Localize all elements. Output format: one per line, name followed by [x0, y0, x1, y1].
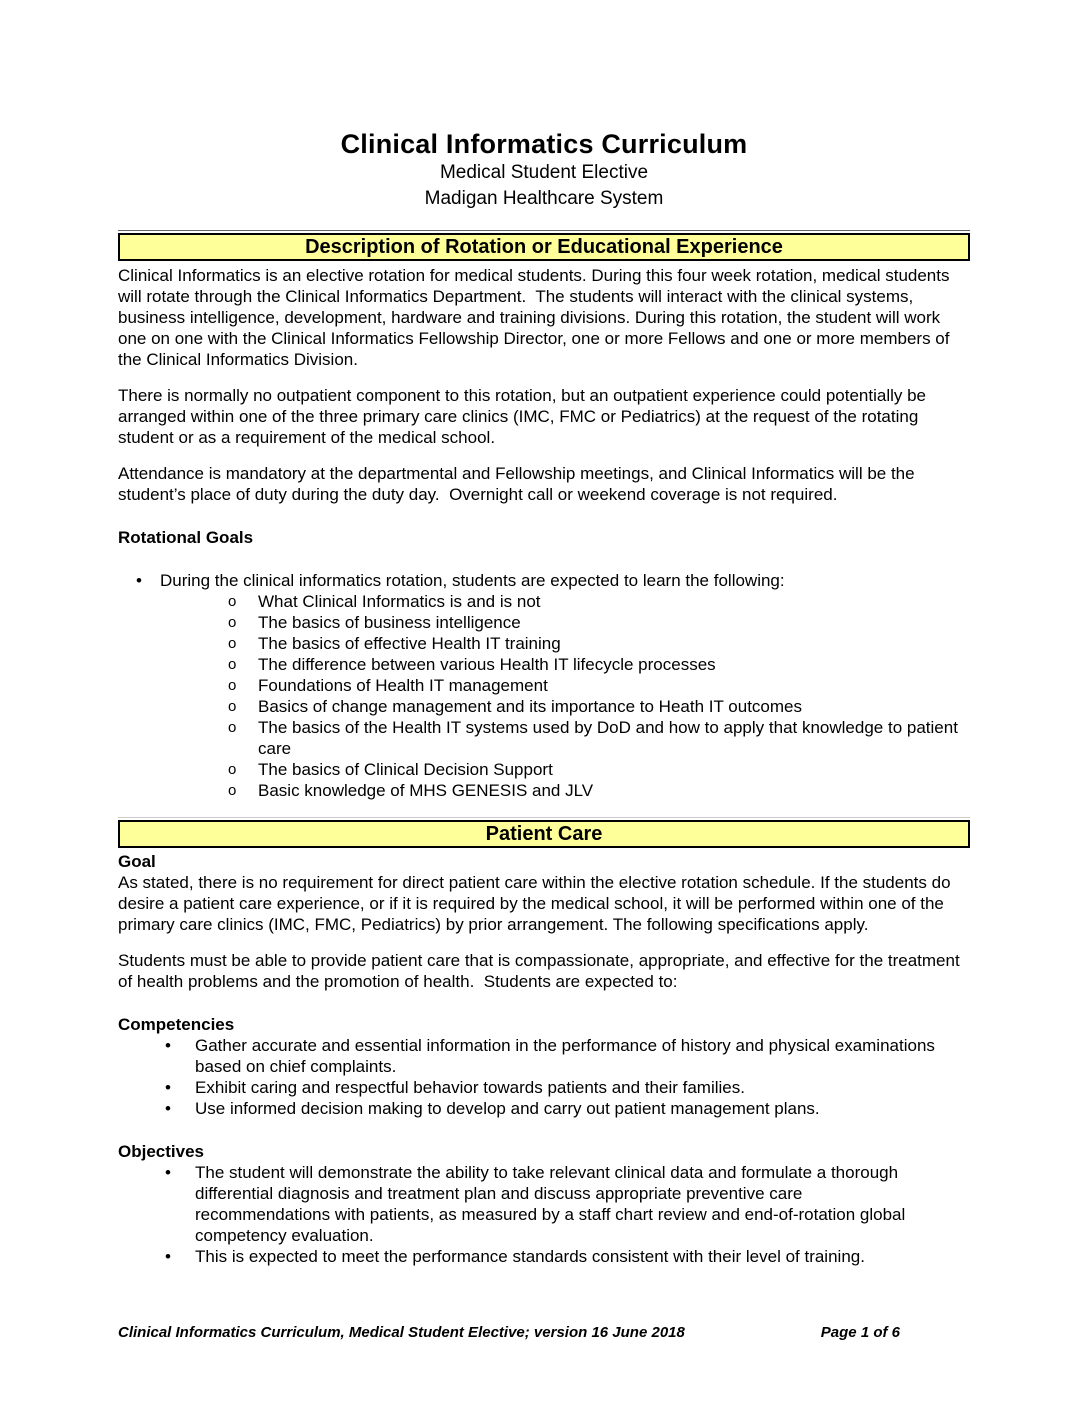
competency-item: • Gather accurate and essential information in the performance of history and physical examinations based on chief complaints.	[118, 1035, 940, 1077]
patient-care-banner-wrap	[118, 817, 970, 848]
goal-paragraph: As stated, there is no requirement for direct patient care within the elective rotation schedule. If the students do desire a patient care experience, or if it is required by the medical school, it will be performed within one of the primary care clinics (IMC, FMC, Pediatrics) by prior arrangement. The following specifications apply.	[118, 873, 956, 934]
rotational-goals-sublist	[118, 591, 970, 801]
goal-item: o Basic knowledge of MHS GENESIS and JLV	[118, 780, 970, 801]
goal-item: o What Clinical Informatics is and is not	[118, 591, 970, 612]
expectation-paragraph: Students must be able to provide patient care that is compassionate, appropriate, and effective for the treatment of health problems and the promotion of health. Students are expected to:	[118, 951, 965, 991]
description-banner-wrap	[118, 230, 970, 261]
objectives-heading: Objectives	[118, 1142, 204, 1161]
competencies-list	[118, 1035, 970, 1119]
objective-item: • This is expected to meet the performance standards consistent with their level of training.	[118, 1246, 940, 1267]
goal-item: o The basics of business intelligence	[118, 612, 970, 633]
rotational-goals-heading: Rotational Goals	[118, 528, 254, 547]
goal-item: o Foundations of Health IT management	[118, 675, 970, 696]
goal-item: o The basics of Clinical Decision Support	[118, 759, 970, 780]
goal-item: o The basics of the Health IT systems used by DoD and how to apply that knowledge to patient care	[118, 717, 970, 759]
footer-page-number: Page 1 of 6	[820, 1324, 900, 1341]
goal-item: o The basics of effective Health IT training	[118, 633, 970, 654]
goal-item: o The difference between various Health IT lifecycle processes	[118, 654, 970, 675]
footer-document-version: Clinical Informatics Curriculum, Medical Student Elective; version 16 June 2018	[118, 1324, 685, 1341]
description-paragraph-1: Clinical Informatics is an elective rotation for medical students. During this four week rotation, medical students will rotate through the Clinical Informatics Department. The students will interact with the clinical systems, business intelligence, development, hardware and training divisions. During this rotation, the student will work one on one with the Clinical Informatics Fellowship Director, one or more Fellows and one or more members of the Clinical Informatics Division.	[118, 266, 955, 369]
competency-item: • Exhibit caring and respectful behavior towards patients and their families.	[118, 1077, 940, 1098]
subtitle-system: Madigan Healthcare System	[424, 188, 664, 209]
objectives-list	[118, 1162, 970, 1267]
goal-heading: Goal	[118, 852, 156, 871]
description-paragraph-3: Attendance is mandatory at the departmental and Fellowship meetings, and Clinical Informatics will be the student’s place of duty during the duty day. Overnight call or weekend coverage is not required.	[118, 464, 920, 504]
rotational-goals-list	[118, 570, 970, 591]
objective-item: • The student will demonstrate the ability to take relevant clinical data and formulate a thorough differential diagnosis and treatment plan and discuss appropriate preventive care recommendations with patients, as measured by a staff chart review and end-of-rotation global competency evaluation.	[118, 1162, 940, 1246]
subtitle-elective: Medical Student Elective	[439, 162, 649, 183]
description-paragraph-2: There is normally no outpatient component to this rotation, but an outpatient experience could potentially be arranged within one of the three primary care clinics (IMC, FMC or Pediatrics) at the request of the rotating student or as a requirement of the medical school.	[118, 386, 931, 447]
patient-care-section-banner: Patient Care	[118, 820, 970, 848]
rotational-goals-intro: • During the clinical informatics rotation, students are expected to learn the following:	[118, 570, 970, 591]
page-title: Clinical Informatics Curriculum	[340, 129, 748, 159]
competencies-heading: Competencies	[118, 1015, 235, 1034]
description-section-banner: Description of Rotation or Educational Experience	[118, 233, 970, 261]
goal-item: o Basics of change management and its importance to Heath IT outcomes	[118, 696, 970, 717]
competency-item: • Use informed decision making to develop and carry out patient management plans.	[118, 1098, 940, 1119]
page-footer	[118, 1323, 970, 1342]
